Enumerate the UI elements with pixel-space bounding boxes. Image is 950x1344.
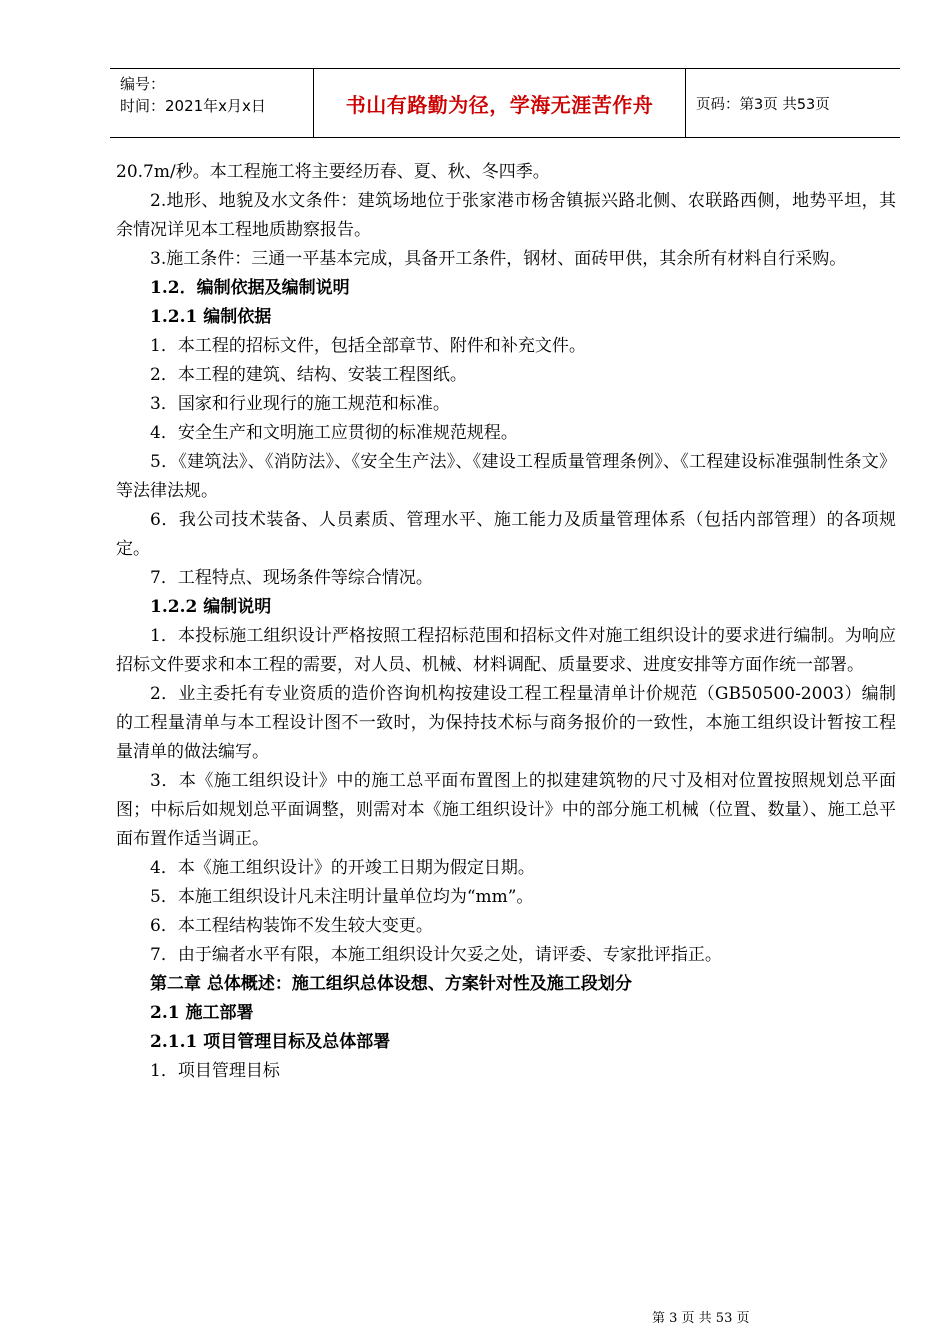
document-number-label: 编号： bbox=[120, 75, 166, 93]
body-paragraph: 3．国家和行业现行的施工规范和标准。 bbox=[150, 394, 450, 414]
body-paragraph: 4．安全生产和文明施工应贯彻的标准规范规程。 bbox=[150, 423, 518, 443]
section-heading: 第二章 总体概述：施工组织总体设想、方案针对性及施工段划分 bbox=[150, 974, 632, 994]
section-heading: 1.2.1 编制依据 bbox=[150, 307, 272, 327]
body-paragraph: 7．由于编者水平有限，本施工组织设计欠妥之处，请评委、专家批评指正。 bbox=[150, 945, 722, 965]
body-paragraph: 2.地形、地貌及水文条件：建筑场地位于张家港市杨舍镇振兴路北侧、农联路西侧，地势平坦，其余情况详见本工程地质勘察报告。 bbox=[116, 191, 896, 240]
body-paragraph: 4．本《施工组织设计》的开竣工日期为假定日期。 bbox=[150, 858, 535, 878]
body-paragraph: 1．本工程的招标文件，包括全部章节、附件和补充文件。 bbox=[150, 336, 586, 356]
body-paragraph: 1．项目管理目标 bbox=[150, 1061, 280, 1081]
body-paragraph: 3．本《施工组织设计》中的施工总平面布置图上的拟建建筑物的尺寸及相对位置按照规划总平面图；中标后如规划总平面调整，则需对本《施工组织设计》中的部分施工机械（位置、数量）、施工总平面布置作适当调正。 bbox=[116, 771, 896, 849]
header-meta-cell bbox=[110, 69, 313, 137]
section-heading: 2.1.1 项目管理目标及总体部署 bbox=[150, 1032, 391, 1052]
body-paragraph: 5．《建筑法》、《消防法》、《安全生产法》、《建设工程质量管理条例》、《工程建设标准强制性条文》等法律法规。 bbox=[116, 452, 896, 501]
body-paragraph: 5．本施工组织设计凡未注明计量单位均为“mm”。 bbox=[150, 887, 534, 907]
document-body bbox=[116, 158, 896, 1086]
header-motto: 书山有路勤为径，学海无涯苦作舟 bbox=[313, 69, 686, 137]
document-time-label: 时间：2021年x月x日 bbox=[120, 97, 266, 115]
body-paragraph: 6．我公司技术装备、人员素质、管理水平、施工能力及质量管理体系（包括内部管理）的各项规定。 bbox=[116, 510, 896, 559]
page-footer: 第 3 页 共 53 页 bbox=[652, 1311, 750, 1326]
body-paragraph: 2．业主委托有专业资质的造价咨询机构按建设工程工程量清单计价规范（GB50500-2003）编制的工程量清单与本工程设计图不一致时，为保持技术标与商务报价的一致性，本施工组织设计暂按工程量清单的做法编写。 bbox=[116, 684, 896, 762]
body-paragraph: 20.7m/秒。本工程施工将主要经历春、夏、秋、冬四季。 bbox=[116, 162, 550, 182]
body-paragraph: 2．本工程的建筑、结构、安装工程图纸。 bbox=[150, 365, 467, 385]
section-heading: 2.1 施工部署 bbox=[150, 1003, 254, 1023]
page-header bbox=[110, 68, 900, 138]
header-page-info: 页码：第3页 共53页 bbox=[696, 96, 830, 113]
body-paragraph: 3.施工条件：三通一平基本完成，具备开工条件，钢材、面砖甲供，其余所有材料自行采购。 bbox=[150, 249, 847, 269]
section-heading: 1.2.2 编制说明 bbox=[150, 597, 272, 617]
body-paragraph: 7．工程特点、现场条件等综合情况。 bbox=[150, 568, 433, 588]
body-paragraph: 1．本投标施工组织设计严格按照工程招标范围和招标文件对施工组织设计的要求进行编制。为响应招标文件要求和本工程的需要，对人员、机械、材料调配、质量要求、进度安排等方面作统一部署。 bbox=[116, 626, 896, 675]
body-paragraph: 6．本工程结构装饰不发生较大变更。 bbox=[150, 916, 433, 936]
section-heading: 1.2．编制依据及编制说明 bbox=[150, 278, 350, 298]
